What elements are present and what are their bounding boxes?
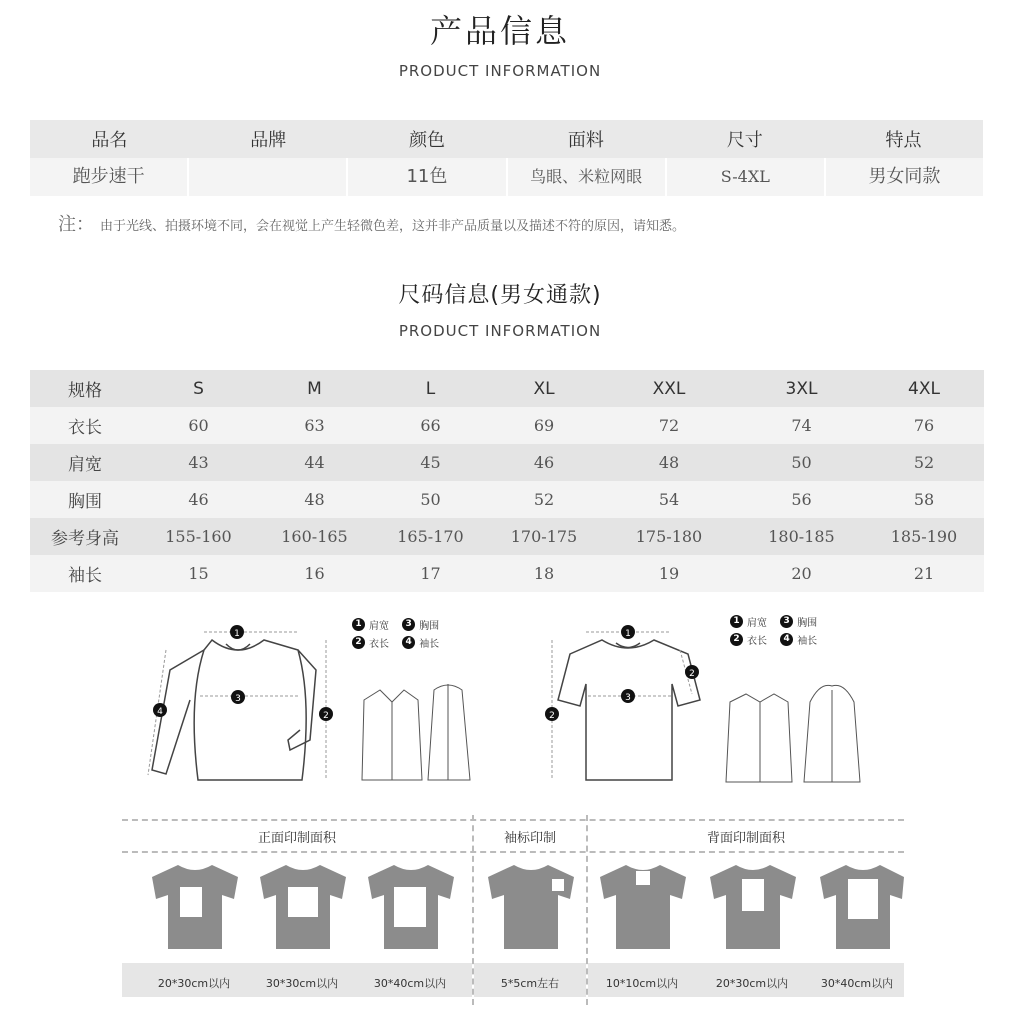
table-cell: 19 [658, 564, 680, 583]
table-cell: 72 [658, 416, 680, 435]
print-size-caption: 30*30cm以内 [265, 977, 339, 990]
row-label: 衣长 [68, 418, 102, 438]
legend-item: 2 衣长 [352, 633, 389, 651]
svg-text:1: 1 [625, 629, 631, 639]
svg-text:1: 1 [234, 629, 240, 639]
table-row [30, 481, 984, 518]
table-cell: 17 [420, 564, 441, 583]
tshirt-icon [150, 863, 240, 951]
legend-item: 1 肩宽 [352, 615, 389, 633]
section-front: 正面印制面积 [257, 831, 336, 846]
table-cell [189, 158, 348, 196]
table-cell: 52 [533, 490, 555, 509]
row-label: 参考身高 [51, 529, 119, 549]
section-back: 背面印制面积 [706, 831, 785, 846]
print-size-caption: 20*30cm以内 [157, 977, 231, 990]
table-cell: 男女同款 [868, 166, 941, 187]
print-size-caption: 30*40cm以内 [373, 977, 447, 990]
header-cell: L [425, 378, 436, 399]
size-header-row [30, 370, 984, 407]
table-cell: 鸟眼、米粒网眼 [508, 158, 667, 196]
table-cell: 180-185 [768, 527, 835, 546]
svg-text:2: 2 [689, 669, 695, 679]
table-cell: 18 [533, 564, 555, 583]
header-cell: 品牌 [250, 130, 287, 151]
jacket-outline-icon [362, 684, 470, 780]
svg-text:3: 3 [235, 694, 241, 704]
table-cell: 160-165 [281, 527, 348, 546]
table-cell: 52 [913, 453, 935, 472]
tshirt-icon [258, 863, 348, 951]
size-title: 尺码信息(男女通款) [398, 283, 602, 308]
table-cell: 60 [188, 416, 209, 435]
table-cell: 170-175 [510, 527, 578, 546]
legend-item: 1 肩宽 [730, 612, 767, 630]
table-cell: 20 [791, 564, 812, 583]
legend-item: 4 袖长 [780, 630, 817, 648]
size-subtitle: PRODUCT INFORMATION [398, 322, 602, 340]
table-row [30, 444, 984, 481]
divider [122, 851, 904, 853]
table-cell: 48 [304, 490, 325, 509]
table-cell: S-4XL [667, 158, 826, 196]
print-area-section [122, 815, 904, 1005]
header-cell: 特点 [885, 130, 922, 151]
row-label: 袖长 [68, 566, 102, 586]
table-cell: 45 [420, 453, 441, 472]
table-cell: 44 [304, 453, 325, 472]
header-cell: 规格 [68, 381, 102, 401]
page-subtitle: PRODUCT INFORMATION [398, 62, 602, 80]
color-note [58, 210, 685, 236]
header-cell: 4XL [908, 378, 940, 399]
print-size-caption: 30*40cm以内 [820, 977, 894, 990]
shirt-outline-icon [726, 685, 860, 782]
table-cell: 11色 [348, 158, 507, 196]
header-cell: 3XL [785, 378, 818, 399]
measure-legend [352, 615, 462, 651]
legend-item: 4 袖长 [402, 633, 439, 651]
table-cell: 69 [533, 416, 555, 435]
table-cell: 50 [420, 490, 441, 509]
measure-marker [545, 625, 699, 721]
table-cell: 66 [420, 416, 441, 435]
tshirt-icon [818, 863, 904, 951]
table-row [30, 158, 983, 196]
header-cell: S [193, 378, 204, 399]
svg-text:2: 2 [549, 711, 555, 721]
page-title: 产品信息 [429, 12, 570, 50]
print-size-caption: 10*10cm以内 [605, 977, 679, 990]
table-cell: 63 [304, 416, 325, 435]
section-sleeve: 袖标印制 [503, 831, 556, 846]
table-cell: 48 [658, 453, 680, 472]
tshirt-icon [486, 863, 576, 951]
header-cell: XXL [652, 378, 686, 399]
table-row [30, 518, 984, 555]
table-cell: 21 [913, 564, 935, 583]
table-row [30, 555, 984, 592]
header-cell: 颜色 [409, 130, 446, 151]
table-cell: 155-160 [165, 527, 232, 546]
table-cell: 74 [791, 416, 812, 435]
note-text: 由于光线、拍摄环境不同，会在视觉上产生轻微色差，这并非产品质量以及描述不符的原因，请知悉。 [100, 219, 686, 234]
legend-item: 2 衣长 [730, 630, 767, 648]
tee-measure-diagram [540, 610, 910, 790]
table-cell: 76 [913, 416, 935, 435]
table-cell: 185-190 [890, 527, 958, 546]
header-cell: XL [533, 378, 555, 399]
table-cell: 15 [188, 564, 209, 583]
note-lead: 注： [58, 214, 94, 235]
legend-item: 3 胸围 [780, 612, 817, 630]
tshirt-icon [598, 863, 688, 951]
header-cell: 面料 [567, 130, 604, 151]
table-cell: 46 [188, 490, 209, 509]
row-label: 胸围 [68, 492, 102, 512]
table-cell: 54 [658, 490, 680, 509]
table-cell: 175-180 [635, 527, 703, 546]
product-info-table [30, 120, 983, 196]
svg-text:3: 3 [625, 693, 631, 703]
table-cell: 56 [791, 490, 812, 509]
header-cell: 尺寸 [726, 130, 763, 151]
measure-legend [730, 612, 840, 648]
table-cell: 58 [913, 490, 935, 509]
header-cell: M [307, 378, 322, 399]
svg-text:4: 4 [157, 707, 163, 717]
table-cell: 跑步速干 [30, 158, 189, 196]
table-cell: 50 [791, 453, 812, 472]
svg-text:2: 2 [323, 711, 329, 721]
table-cell: 43 [188, 453, 209, 472]
tshirt-icon [366, 863, 456, 951]
table-cell: 46 [533, 453, 555, 472]
row-label: 肩宽 [68, 455, 102, 475]
header-cell: 品名 [91, 130, 128, 151]
divider [122, 819, 904, 821]
print-size-caption: 5*5cm左右 [500, 977, 560, 990]
print-size-caption: 20*30cm以内 [715, 977, 789, 990]
table-cell: 165-170 [397, 527, 464, 546]
table-header-row [30, 120, 983, 158]
table-cell: 16 [304, 564, 325, 583]
legend-item: 3 胸围 [402, 615, 439, 633]
table-row [30, 407, 984, 444]
size-table [30, 370, 984, 592]
tshirt-icon [708, 863, 798, 951]
